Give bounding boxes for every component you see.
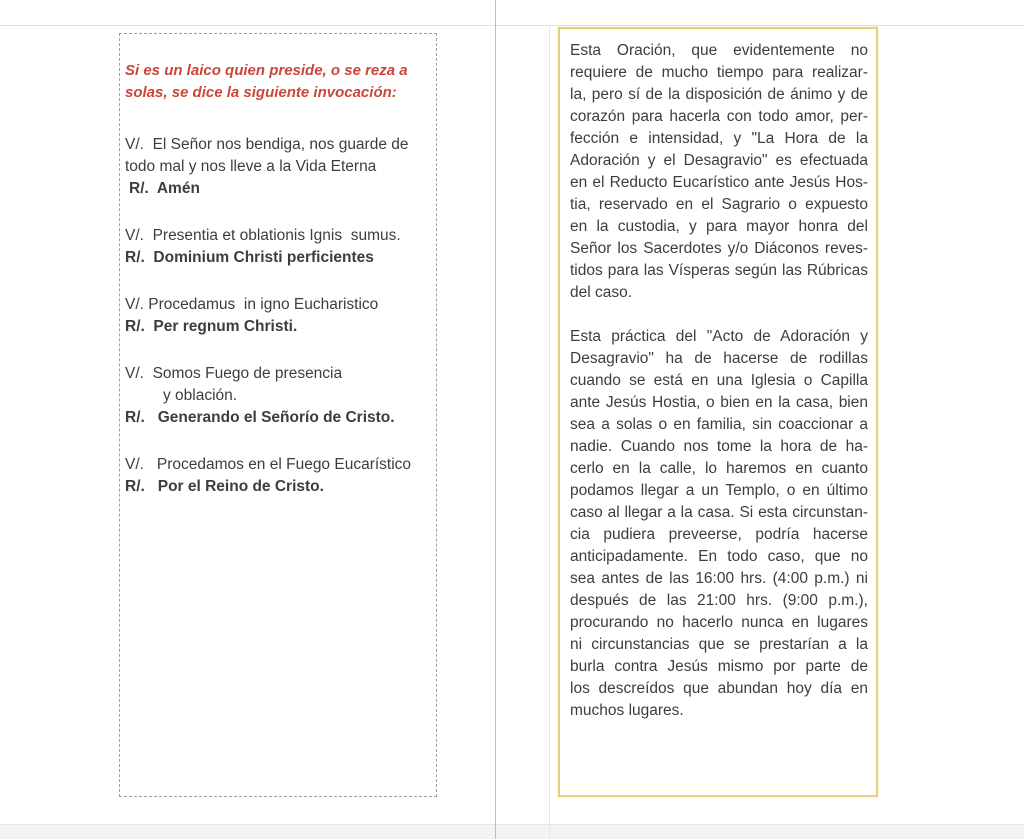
gold-text-box [558,27,878,797]
response-line: R/. Generando el Señorío de Cristo. [125,409,395,426]
versicle-line: V/. Procedamus in igno Eucharistico [125,296,379,313]
paragraph-line: burla contra Jesús mismo por parte de [570,658,868,675]
paragraph-line: tidos para las Vísperas según las Rúbricas [570,262,868,279]
paragraph-line: los descreídos que abundan hoy día en [570,680,868,697]
dashed-text-box [119,33,437,797]
versicle-line: V/. Presentia et oblationis Ignis sumus. [125,227,401,244]
paragraph-line: caso al llegar a la casa. Si esta circunstan- [570,504,868,521]
response-line: R/. Amén [129,180,200,197]
paragraph [570,326,868,722]
paragraph-line: podamos llegar a un Templo, o en último [570,482,868,499]
versicle-line: V/. Somos Fuego de presencia [125,365,343,382]
versicle-line: y oblación. [163,387,238,404]
rubric-note [125,60,432,104]
paragraph-line: tia, reservado en el Sagrario o expuesto [570,196,868,213]
paragraph-line: después de las 21:00 hrs. (9:00 p.m.), [570,592,868,609]
paragraph-line: en el Reducto Eucarístico ante Jesús Hos- [570,174,868,191]
versicle-group [125,225,432,269]
response-line: R/. Per regnum Christi. [125,318,298,335]
versicle-group [125,363,432,429]
page-top-edge [0,25,1024,26]
paragraph-line: sea antes de las 16:00 hrs. (4:00 p.m.) ni [570,570,868,587]
paragraph-line: muchos lugares. [570,702,684,719]
paragraph-line: la, pero sí de la disposición de ánimo y de [570,86,868,103]
versicle-line: todo mal y nos lleve a la Vida Eterna [125,158,377,175]
versicle-line: V/. Procedamos en el Fuego Eucarístico [125,456,412,473]
rubric-note-line: solas, se dice la siguiente invocación: [125,84,397,101]
versicle-group [125,294,432,338]
paragraph-line: cuando se está en una Iglesia o Capilla [570,372,868,389]
paragraph-line: cerlo en la calle, lo haremos en cuanto [570,460,868,477]
paragraph-line: Desagravio" ha de hacerse de rodillas [570,350,868,367]
bottom-page-edge [0,824,1024,839]
paragraph-line: del caso. [570,284,633,301]
paragraph-line: fección e intensidad, y "La Hora de la [570,130,868,147]
paragraph-line: ante Jesús Hostia, o bien en la casa, bien [570,394,868,411]
paragraph-line: Adoración y el Desagravio" es efectuada [570,152,868,169]
paragraph-line: Esta práctica del "Acto de Adoración y [570,328,868,345]
paragraph [570,40,868,304]
versicle-line: V/. El Señor nos bendiga, nos guarde de [125,136,409,153]
paragraph-line: en la custodia, y para mayor honra del [570,218,868,235]
rubric-note-line: Si es un laico quien preside, o se reza a [125,62,408,79]
versicle-group [125,134,432,200]
paragraph-line: corazón para hacerla con todo amor, per- [570,108,868,125]
paragraph-line: Señor los Sacerdotes y/o Diáconos reves- [570,240,868,257]
frame-guide-line [549,25,550,839]
response-line: R/. Dominium Christi perficientes [125,249,374,266]
paragraph-line: Esta Oración, que evidentemente no [570,42,868,59]
paragraph-line: sea a solas o en familia, sin coaccionar a [570,416,868,433]
paragraph-line: procurando no hacerlo nunca en lugares [570,614,868,631]
paragraph-line: nadie. Cuando nos tome la hora de ha- [570,438,868,455]
paragraph-line: cia pudiera preveerse, podría hacerse [570,526,868,543]
paragraph-line: ni circunstancias que se prestarían a la [570,636,868,653]
page-gutter-line [495,0,496,839]
paragraph-line: anticipadamente. En todo caso, que no [570,548,868,565]
versicle-group [125,454,432,498]
paragraph-line: requiere de mucho tiempo para realizar- [570,64,868,81]
response-line: R/. Por el Reino de Cristo. [125,478,324,495]
